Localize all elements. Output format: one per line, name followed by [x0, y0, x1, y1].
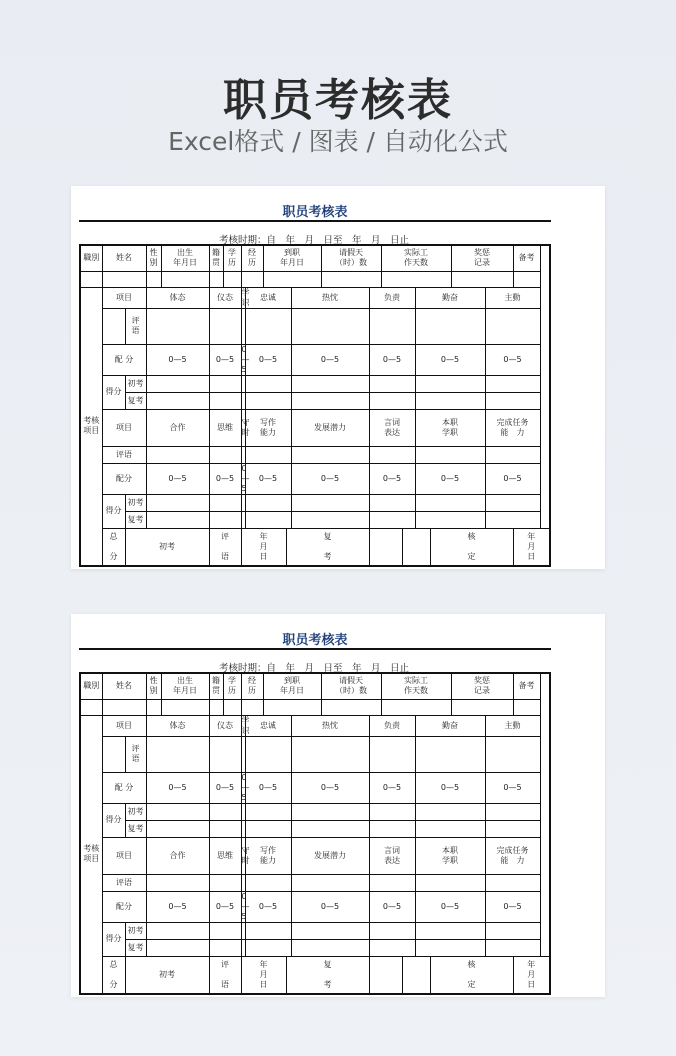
score-range: 0—5: [485, 463, 540, 494]
score-input[interactable]: [245, 803, 291, 820]
score-input[interactable]: [415, 939, 485, 956]
col-exp: 经 历: [241, 673, 263, 699]
first-date-label: 年 月 日: [241, 956, 286, 994]
comment-cell[interactable]: [369, 308, 415, 344]
first-score-row-1: [80, 375, 550, 392]
summary-row: [80, 956, 550, 994]
comment-cell[interactable]: [369, 446, 415, 463]
score-range: 0—5: [369, 344, 415, 375]
score-input[interactable]: [291, 494, 369, 511]
item-cell: 忠诚: [245, 287, 291, 308]
items-row-1: [80, 715, 550, 736]
score-row-1: [80, 772, 550, 803]
col-edu: 学 历: [223, 245, 241, 271]
items-row-2: [80, 837, 550, 874]
score-range: 0—5: [209, 463, 241, 494]
value-reward[interactable]: [451, 271, 513, 287]
hero-title: 职员考核表: [223, 75, 453, 126]
score-label: 配分: [102, 891, 146, 922]
comment-spacer: [102, 736, 125, 772]
score-label: 配分: [102, 463, 146, 494]
score-input[interactable]: [209, 392, 241, 409]
item-cell: 学识: [241, 287, 250, 307]
score-input[interactable]: [209, 511, 241, 528]
score-range: 0—5: [209, 344, 241, 375]
score-input[interactable]: [291, 511, 369, 528]
value-dept[interactable]: [80, 271, 102, 287]
score-range: 0—5: [146, 891, 209, 922]
col-edu: 学 历: [223, 673, 241, 699]
item-cell: 勤奋: [415, 287, 485, 308]
comment-cell[interactable]: [209, 874, 241, 891]
score-input[interactable]: [146, 392, 209, 409]
score-input[interactable]: [245, 494, 291, 511]
assessment-period: 考核时期：自 年 月 日至 年 月 日止: [219, 235, 410, 246]
comment-row-2: [80, 874, 550, 891]
col-leave: 请假天 （时）数: [321, 673, 381, 699]
score-range: 0—5: [241, 772, 250, 802]
comment-cell[interactable]: [485, 874, 540, 891]
first-label: 初考: [125, 803, 146, 820]
title-rule: [79, 220, 551, 222]
item-cell: 守时: [241, 409, 245, 446]
value-name[interactable]: [102, 271, 146, 287]
col-dept: 職別: [80, 673, 102, 699]
got-score-label: 得分: [102, 494, 125, 528]
comment-label: 评 语: [125, 736, 146, 772]
score-input[interactable]: [146, 511, 209, 528]
score-input[interactable]: [146, 922, 209, 939]
score-input[interactable]: [209, 494, 241, 511]
summary-comment-label: 评 语: [209, 528, 241, 566]
comment-label: 评语: [102, 874, 146, 891]
comment-cell[interactable]: [245, 874, 291, 891]
score-range: 0—5: [291, 891, 369, 922]
comment-row-2: [80, 446, 550, 463]
item-cell: 守时: [241, 837, 245, 874]
score-range: 0—5: [291, 463, 369, 494]
comment-spacer: [102, 308, 125, 344]
score-input[interactable]: [245, 511, 291, 528]
review-score-row-1: [80, 820, 550, 837]
col-exp: 经 历: [241, 245, 263, 271]
score-range: 0—5: [245, 891, 291, 922]
item-cell: 学识: [241, 715, 250, 735]
first-score-row-2: [80, 922, 550, 939]
col-gender: 性 别: [146, 245, 161, 271]
score-input[interactable]: [291, 922, 369, 939]
value-note[interactable]: [513, 271, 540, 287]
total-label: 总 分: [102, 528, 125, 566]
score-range: 0—5: [485, 891, 540, 922]
score-input[interactable]: [485, 803, 540, 820]
col-birth: 出生 年月日: [161, 673, 209, 699]
score-row-1: [80, 344, 550, 375]
score-input[interactable]: [245, 375, 291, 392]
first-exam-label: 初考: [125, 956, 209, 994]
item-cell: 勤奋: [415, 715, 485, 736]
assessment-period: 考核时期：自 年 月 日至 年 月 日止: [219, 663, 410, 674]
comment-cell[interactable]: [485, 446, 540, 463]
score-input[interactable]: [415, 820, 485, 837]
assessment-table: [79, 672, 551, 995]
item-cell: 言词 表达: [369, 409, 415, 446]
item-cell: 热忱: [291, 287, 369, 308]
review-score-row-1: [80, 392, 550, 409]
approve-label: 核 定: [430, 956, 513, 994]
score-range: 0—5: [209, 891, 241, 922]
score-range: 0—5: [241, 344, 250, 374]
item-cell: 写作 能力: [245, 409, 291, 446]
review-label: 复考: [125, 392, 146, 409]
comment-cell[interactable]: [485, 736, 540, 772]
comment-cell[interactable]: [146, 736, 209, 772]
item-cell: 仪态: [209, 287, 241, 308]
summary-comment-label: 评 语: [209, 956, 241, 994]
review-exam-label: 复 考: [286, 956, 369, 994]
score-input[interactable]: [245, 922, 291, 939]
score-input[interactable]: [146, 820, 209, 837]
value-note[interactable]: [513, 699, 540, 715]
col-birth: 出生 年月日: [161, 245, 209, 271]
score-range: 0—5: [241, 463, 250, 493]
review-score-row-2: [80, 939, 550, 956]
item-cell: 合作: [146, 409, 209, 446]
item-cell: 负责: [369, 287, 415, 308]
score-row-2: [80, 463, 550, 494]
sheet-title: 职员考核表: [282, 633, 348, 648]
score-range: 0—5: [415, 463, 485, 494]
score-range: 0—5: [415, 891, 485, 922]
item-cell: 忠诚: [245, 715, 291, 736]
review-score-row-2: [80, 511, 550, 528]
item-cell: 合作: [146, 837, 209, 874]
item-cell: 体态: [146, 287, 209, 308]
approve-date-label: 年 月 日: [513, 956, 550, 994]
col-join: 到职 年月日: [263, 245, 321, 271]
score-range: 0—5: [369, 463, 415, 494]
comment-cell[interactable]: [415, 308, 485, 344]
value-gender[interactable]: [146, 699, 161, 715]
col-workdays: 实际工 作天数: [381, 245, 451, 271]
first-score-row-2: [80, 494, 550, 511]
score-input[interactable]: [291, 803, 369, 820]
item-cell: 本职 学职: [415, 837, 485, 874]
comment-cell[interactable]: [415, 446, 485, 463]
comment-cell[interactable]: [245, 446, 291, 463]
score-input[interactable]: [291, 375, 369, 392]
item-label: 项目: [102, 837, 146, 874]
score-input[interactable]: [485, 820, 540, 837]
value-birth[interactable]: [161, 699, 209, 715]
comment-cell[interactable]: [485, 308, 540, 344]
score-input[interactable]: [209, 939, 241, 956]
got-score-label: 得分: [102, 375, 125, 409]
score-range: 0—5: [241, 891, 250, 921]
col-reward: 奖惩 记录: [451, 245, 513, 271]
value-leave[interactable]: [321, 699, 381, 715]
score-input[interactable]: [146, 375, 209, 392]
comment-cell[interactable]: [209, 446, 241, 463]
value-edu[interactable]: [223, 699, 241, 715]
hero-subtitle: Excel格式 / 图表 / 自动化公式: [168, 127, 508, 156]
summary-row: [80, 528, 550, 566]
comment-cell[interactable]: [291, 736, 369, 772]
score-input[interactable]: [369, 494, 415, 511]
total-label: 总 分: [102, 956, 125, 994]
item-cell: 体态: [146, 715, 209, 736]
comment-cell[interactable]: [291, 308, 369, 344]
score-input[interactable]: [369, 820, 415, 837]
comment-cell[interactable]: [209, 736, 241, 772]
first-score-row-1: [80, 803, 550, 820]
score-input[interactable]: [369, 939, 415, 956]
value-native[interactable]: [209, 271, 223, 287]
score-range: 0—5: [369, 772, 415, 803]
comment-cell[interactable]: [291, 446, 369, 463]
first-label: 初考: [125, 375, 146, 392]
col-native: 籍 贯: [209, 245, 223, 271]
item-cell: 思维: [209, 409, 241, 446]
score-range: 0—5: [485, 772, 540, 803]
item-cell: 发展潜力: [291, 837, 369, 874]
value-leave[interactable]: [321, 271, 381, 287]
value-workdays[interactable]: [381, 699, 451, 715]
col-name: 姓名: [102, 245, 146, 271]
score-input[interactable]: [485, 922, 540, 939]
comment-cell[interactable]: [146, 308, 209, 344]
value-edu[interactable]: [223, 271, 241, 287]
got-score-label: 得分: [102, 803, 125, 837]
col-reward: 奖惩 记录: [451, 673, 513, 699]
item-cell: 发展潜力: [291, 409, 369, 446]
col-name: 姓名: [102, 673, 146, 699]
score-input[interactable]: [146, 803, 209, 820]
approve-date-label: 年 月 日: [513, 528, 550, 566]
item-cell: 仪态: [209, 715, 241, 736]
value-dept[interactable]: [80, 699, 102, 715]
approve-label: 核 定: [430, 528, 513, 566]
title-rule: [79, 648, 551, 650]
review-exam-label: 复 考: [286, 528, 369, 566]
score-input[interactable]: [291, 939, 369, 956]
review-label: 复考: [125, 511, 146, 528]
first-label: 初考: [125, 494, 146, 511]
score-input[interactable]: [209, 803, 241, 820]
score-range: 0—5: [415, 772, 485, 803]
item-label: 项目: [102, 409, 146, 446]
comment-cell[interactable]: [245, 736, 291, 772]
sheet-title: 职员考核表: [282, 205, 348, 220]
summary-blank[interactable]: [402, 956, 430, 994]
summary-blank[interactable]: [369, 528, 402, 566]
form-preview-2: [71, 614, 605, 997]
items-row-2: [80, 409, 550, 446]
comment-cell[interactable]: [209, 308, 241, 344]
item-cell: 本职 学职: [415, 409, 485, 446]
score-range: 0—5: [245, 463, 291, 494]
score-input[interactable]: [369, 511, 415, 528]
comment-label: 评 语: [125, 308, 146, 344]
summary-blank[interactable]: [402, 528, 430, 566]
score-range: 0—5: [369, 891, 415, 922]
score-input[interactable]: [415, 511, 485, 528]
item-cell: 完成任务 能 力: [485, 837, 540, 874]
summary-blank[interactable]: [369, 956, 402, 994]
comment-cell[interactable]: [291, 874, 369, 891]
item-cell: 思维: [209, 837, 241, 874]
score-input[interactable]: [415, 375, 485, 392]
value-native[interactable]: [209, 699, 223, 715]
section-label: 考核 项目: [80, 287, 102, 566]
score-input[interactable]: [369, 392, 415, 409]
comment-cell[interactable]: [146, 446, 209, 463]
items-row-1: [80, 287, 550, 308]
score-input[interactable]: [209, 375, 241, 392]
value-gender[interactable]: [146, 271, 161, 287]
review-label: 复考: [125, 820, 146, 837]
comment-cell[interactable]: [369, 874, 415, 891]
score-input[interactable]: [245, 392, 291, 409]
review-label: 复考: [125, 939, 146, 956]
first-date-label: 年 月 日: [241, 528, 286, 566]
comment-cell[interactable]: [369, 736, 415, 772]
score-range: 0—5: [415, 344, 485, 375]
score-range: 0—5: [146, 344, 209, 375]
value-join[interactable]: [263, 699, 321, 715]
score-range: 0—5: [291, 772, 369, 803]
score-input[interactable]: [415, 922, 485, 939]
score-input[interactable]: [369, 375, 415, 392]
score-range: 0—5: [245, 344, 291, 375]
form-preview-1: [71, 186, 605, 569]
item-cell: 主動: [485, 287, 540, 308]
value-reward[interactable]: [451, 699, 513, 715]
score-input[interactable]: [485, 939, 540, 956]
item-cell: 写作 能力: [245, 837, 291, 874]
score-input[interactable]: [146, 494, 209, 511]
comment-label: 评语: [102, 446, 146, 463]
score-range: 0—5: [209, 772, 241, 803]
first-exam-label: 初考: [125, 528, 209, 566]
comment-row-1: [80, 308, 550, 344]
comment-cell[interactable]: [415, 736, 485, 772]
score-label: 配 分: [102, 772, 146, 803]
col-gender: 性 别: [146, 673, 161, 699]
col-dept: 職別: [80, 245, 102, 271]
comment-cell[interactable]: [415, 874, 485, 891]
score-input[interactable]: [245, 939, 291, 956]
score-input[interactable]: [415, 392, 485, 409]
value-exp[interactable]: [241, 271, 263, 287]
score-input[interactable]: [209, 922, 241, 939]
col-note: 备考: [513, 245, 540, 271]
item-cell: 主動: [485, 715, 540, 736]
col-join: 到职 年月日: [263, 673, 321, 699]
score-range: 0—5: [485, 344, 540, 375]
item-label: 项目: [102, 715, 146, 736]
col-workdays: 实际工 作天数: [381, 673, 451, 699]
col-native: 籍 贯: [209, 673, 223, 699]
assessment-table: [79, 244, 551, 567]
item-cell: 负责: [369, 715, 415, 736]
score-input[interactable]: [485, 375, 540, 392]
score-input[interactable]: [485, 392, 540, 409]
score-input[interactable]: [415, 494, 485, 511]
col-leave: 请假天 （时）数: [321, 245, 381, 271]
score-input[interactable]: [245, 820, 291, 837]
col-note: 备考: [513, 673, 540, 699]
first-label: 初考: [125, 922, 146, 939]
value-exp[interactable]: [241, 699, 263, 715]
score-input[interactable]: [485, 511, 540, 528]
score-input[interactable]: [291, 392, 369, 409]
got-score-label: 得分: [102, 922, 125, 956]
score-input[interactable]: [291, 820, 369, 837]
comment-cell[interactable]: [245, 308, 291, 344]
score-row-2: [80, 891, 550, 922]
score-input[interactable]: [209, 820, 241, 837]
score-input[interactable]: [415, 803, 485, 820]
comment-row-1: [80, 736, 550, 772]
score-input[interactable]: [485, 494, 540, 511]
section-label: 考核 项目: [80, 715, 102, 994]
value-birth[interactable]: [161, 271, 209, 287]
comment-cell[interactable]: [146, 874, 209, 891]
item-cell: 热忱: [291, 715, 369, 736]
value-join[interactable]: [263, 271, 321, 287]
score-input[interactable]: [369, 922, 415, 939]
score-range: 0—5: [146, 463, 209, 494]
score-range: 0—5: [291, 344, 369, 375]
score-input[interactable]: [369, 803, 415, 820]
item-label: 项目: [102, 287, 146, 308]
score-range: 0—5: [146, 772, 209, 803]
score-label: 配 分: [102, 344, 146, 375]
value-name[interactable]: [102, 699, 146, 715]
item-cell: 言词 表达: [369, 837, 415, 874]
score-range: 0—5: [245, 772, 291, 803]
item-cell: 完成任务 能 力: [485, 409, 540, 446]
score-input[interactable]: [146, 939, 209, 956]
value-workdays[interactable]: [381, 271, 451, 287]
